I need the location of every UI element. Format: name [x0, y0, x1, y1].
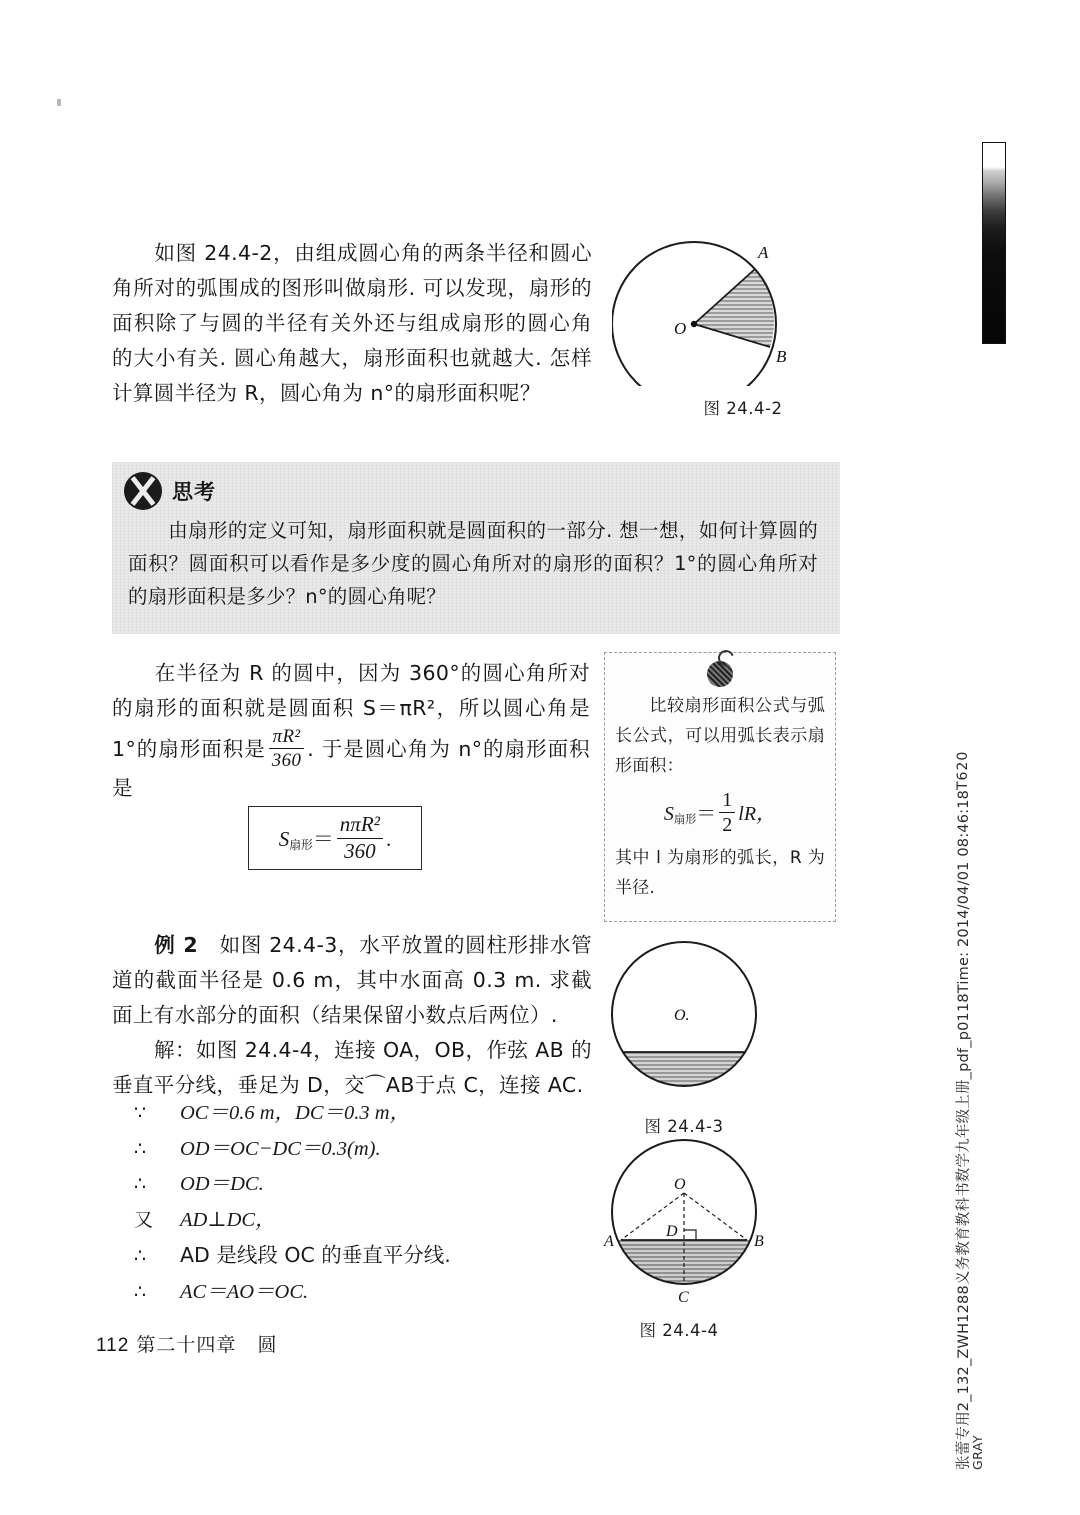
figure-24-4-4: [594, 1136, 842, 1341]
svg-text:O.: O.: [674, 1007, 690, 1024]
side-note-formula-lhs: S: [663, 803, 674, 826]
side-note-formula-expr: [663, 789, 777, 837]
margin-metadata-main: 张蕾专用2_132_ZWH1288义务教育教科书数学九年级上册_pdf_p0118Time: 2014/04/01 08:46:18: [956, 789, 972, 1470]
derivation-segment-2: . 于是圆心角为 n°的扇形面积是: [112, 736, 590, 801]
example-2-solution-label: 解：: [154, 1038, 196, 1062]
think-box-header: [112, 462, 840, 510]
svg-text:O: O: [674, 319, 687, 338]
side-note-fraction-numerator: 1: [719, 789, 735, 813]
proof-step-marker: 又: [134, 1208, 154, 1231]
side-note-box: [604, 652, 836, 922]
svg-text:A: A: [758, 243, 769, 262]
think-box-title: 思考: [172, 480, 216, 504]
svg-text:B: B: [754, 1233, 764, 1250]
formula-numerator: nπR²: [337, 813, 383, 839]
side-note-formula-subscript: 扇形: [673, 813, 697, 827]
proof-step-statement: OD＝DC.: [180, 1173, 264, 1195]
proof-step-statement: OD＝OC−DC＝0.3(m).: [180, 1137, 381, 1160]
figure-24-4-3-drawing: [606, 936, 846, 1104]
footer-page-number: 112: [96, 1335, 130, 1356]
example-2-statement-paragraph: [112, 928, 592, 1033]
fraction-numerator: πR²: [269, 726, 305, 749]
proof-step-statement: AC＝AO＝OC.: [180, 1280, 309, 1303]
figure-24-4-2-caption: 图 24.4-2: [703, 399, 783, 418]
side-note-text-1: [615, 691, 825, 781]
svg-text:A: A: [604, 1233, 614, 1250]
footer-section: 圆: [257, 1334, 278, 1356]
figure-24-4-4-caption: 图 24.4-4: [639, 1321, 719, 1340]
sector-area-formula: [279, 813, 391, 863]
side-note-paragraph: 比较扇形面积公式与弧长公式，可以用弧长表示扇形面积：: [615, 696, 825, 776]
figure-24-4-3: [606, 936, 846, 1137]
proof-step-row: [134, 1203, 594, 1239]
footer-chapter: 第二十四章: [136, 1334, 237, 1356]
example-2-block: [112, 928, 592, 1103]
magnifier-icon: [707, 661, 733, 687]
side-note-text-2: 其中 l 为扇形的弧长，R 为半径.: [615, 847, 825, 898]
paragraph-intro-text: 如图 24.4-2，由组成圆心角的两条半径和圆心角所对的弧围成的图形叫做扇形. 可以发现，扇形的面积除了与圆的半径有关外还与组成扇形的圆心角的大小有关. 圆心角越大，扇形面积也就越大. 怎样计算圆半径为 R，圆心角为 n°的扇形面积呢？: [112, 241, 592, 405]
derivation-segment-1: 在半径为 R 的圆中，因为 360°的圆心角所对的扇形的面积就是圆面积 S＝πR²，所以圆心角是 1°的扇形面积是: [112, 661, 590, 761]
example-2-statement: 如图 24.4-3，水平放置的圆柱形排水管道的截面半径是 0.6 m，其中水面高 0.3 m. 求截面上有水部分的面积（结果保留小数点后两位）.: [112, 933, 593, 1027]
think-box-text: 由扇形的定义可知，扇形面积就是圆面积的一部分. 想一想，如何计算圆的面积？圆面积可以看作是多少度的圆心角所对的扇形的面积？1°的圆心角所对的扇形面积是多少？n°的圆心角呢？: [128, 519, 818, 608]
side-note-formula: [615, 789, 825, 837]
proof-step-marker: ∵: [134, 1102, 147, 1124]
side-note-formula-rhs: lR，: [738, 803, 777, 826]
sector-area-formula-box: [248, 806, 422, 870]
formula-period: .: [385, 826, 392, 851]
svg-text:C: C: [678, 1289, 689, 1306]
think-box-body: [112, 510, 840, 613]
figure-24-4-3-caption: 图 24.4-3: [644, 1117, 724, 1136]
svg-text:D: D: [666, 1223, 678, 1240]
proof-step-row: [134, 1275, 594, 1311]
side-note-fraction: [719, 789, 735, 837]
proof-step-marker: ∴: [134, 1137, 147, 1160]
proof-step-row: [134, 1238, 594, 1275]
proof-step-statement: AD⊥DC，: [180, 1208, 276, 1231]
paragraph-sector-definition: [112, 236, 592, 411]
proof-step-row: [134, 1167, 594, 1203]
page-footer: [96, 1330, 278, 1357]
figure-24-4-2: [612, 228, 874, 419]
paragraph-area-derivation: [112, 656, 590, 806]
svg-text:O: O: [674, 1176, 686, 1193]
inline-fraction-unit-degree: [269, 726, 305, 771]
formula-denominator: 360: [344, 838, 376, 863]
proof-step-list: [134, 1096, 594, 1310]
example-2-solution-intro: 如图 24.4-4，连接 OA，OB，作弦 AB 的垂直平分线，垂足为 D，交⌒AB于点 C，连接 AC.: [112, 1038, 592, 1097]
fraction-denominator: 360: [271, 750, 302, 772]
formula-lhs-subscript: 扇形: [289, 837, 313, 852]
formula-fraction: [337, 813, 383, 863]
proof-step-row: [134, 1132, 594, 1168]
margin-metadata-code: T620: [955, 750, 971, 790]
proof-step-marker: ∴: [134, 1245, 147, 1267]
figure-24-4-4-drawing: [594, 1136, 842, 1308]
proof-step-marker: ∴: [134, 1280, 147, 1303]
side-note-formula-equals: ＝: [696, 803, 717, 826]
example-2-label: 例 2: [154, 933, 198, 957]
think-callout-box: [112, 462, 840, 634]
figure-24-4-2-drawing: [612, 228, 874, 386]
grayscale-calibration-strip: [982, 142, 1006, 344]
scan-artifact-speck: [57, 99, 61, 106]
side-note-fraction-denominator: 2: [722, 814, 733, 837]
proof-step-statement: AD 是线段 OC 的垂直平分线.: [180, 1243, 451, 1267]
proof-step-statement: OC＝0.6 m，DC＝0.3 m，: [180, 1102, 411, 1124]
x-badge-icon: [124, 472, 162, 510]
example-2-solution-paragraph: [112, 1033, 592, 1103]
formula-lhs: S: [278, 826, 290, 851]
margin-metadata-color-mode: GRAY: [970, 1434, 985, 1470]
proof-step-marker: ∴: [134, 1173, 147, 1195]
formula-equals: ＝: [312, 826, 334, 851]
proof-step-row: [134, 1096, 594, 1132]
svg-text:B: B: [776, 347, 787, 366]
